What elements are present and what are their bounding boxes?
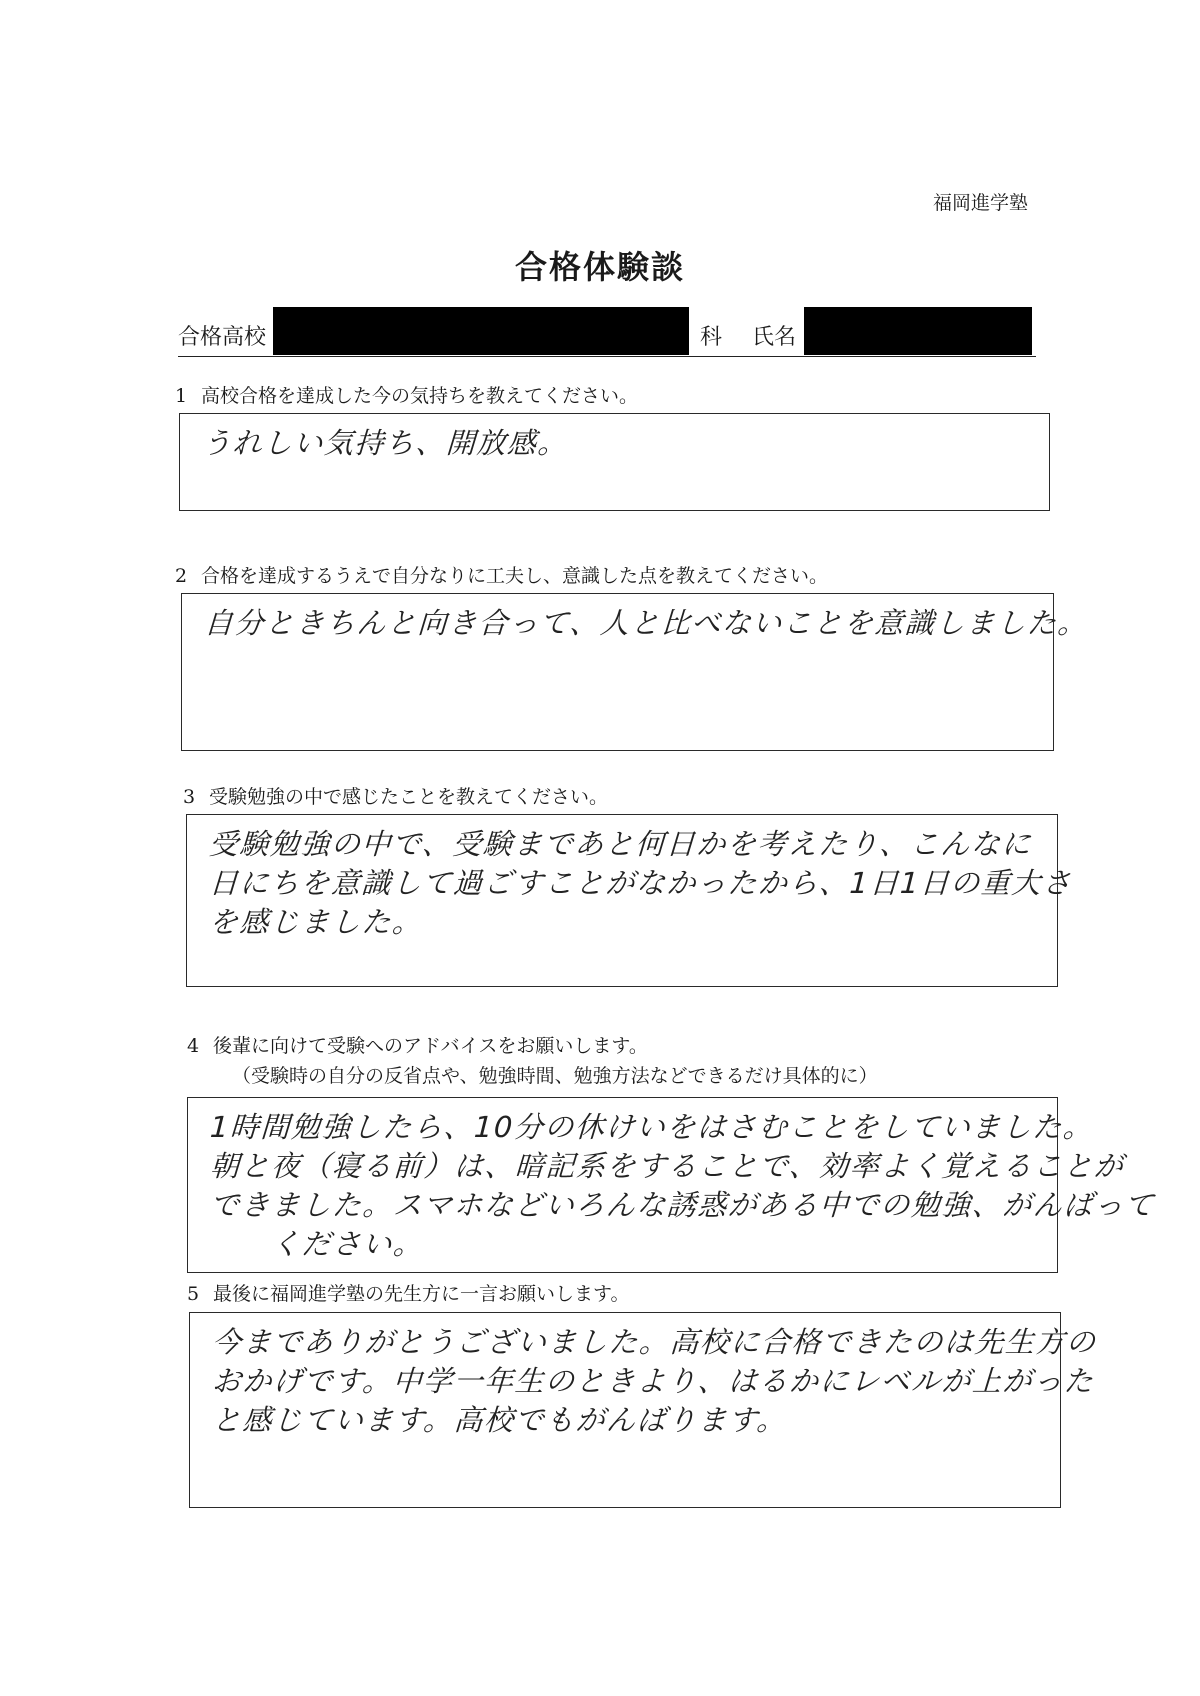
answer-box-3: [186, 814, 1074, 987]
question-text: 後輩に向けて受験へのアドバイスをお願いします。: [213, 1035, 648, 1057]
answer-line: 朝と夜（寝る前）は、暗記系をすることで、効率よく覚えることが: [209, 1149, 1126, 1183]
answer-line: 受験勉強の中で、受験まであと何日かを考えたり、こんなに: [208, 827, 1033, 861]
question-number: 1: [175, 385, 188, 407]
info-underline: [178, 356, 1036, 357]
question-4-subtext: （受験時の自分の反省点や、勉強時間、勉強方法などできるだけ具体的に）: [232, 1065, 878, 1087]
question-text: 高校合格を達成した今の気持ちを教えてください。: [201, 385, 639, 407]
page-title: 合格体験談: [514, 248, 685, 286]
question-3: [183, 784, 608, 810]
student-info-row: [178, 305, 1036, 357]
question-2: [175, 563, 828, 589]
answer-box-2: [181, 593, 1089, 751]
organization-name: 福岡進学塾: [932, 192, 1028, 214]
answer-line: を感じました。: [208, 905, 424, 939]
answer-line: できました。スマホなどいろんな誘惑がある中での勉強、がんばって: [209, 1188, 1156, 1222]
answer-box-5: [189, 1312, 1098, 1508]
redacted-student-name: [804, 307, 1032, 355]
question-number: 5: [187, 1283, 200, 1305]
answer-line: ください。: [209, 1227, 425, 1261]
question-number: 4: [187, 1035, 200, 1057]
question-text: 受験勉強の中で感じたことを教えてください。: [209, 786, 609, 808]
question-text: 合格を達成するうえで自分なりに工夫し、意識した点を教えてください。: [201, 565, 829, 587]
question-5: [187, 1281, 629, 1307]
redacted-school-name: [273, 307, 689, 355]
question-number: 2: [175, 565, 188, 587]
answer-line: 自分ときちんと向き合って、人と比べないことを意識しました。: [203, 606, 1089, 640]
answer-line: 1時間勉強したら、10分の休けいをはさむことをしていました。: [209, 1110, 1095, 1144]
answer-line: 日にちを意識して過ごすことがなかったから、1日1日の重大さ: [208, 866, 1074, 900]
answer-line: 今までありがとうございました。高校に合格できたのは先生方の: [211, 1325, 1098, 1359]
name-label: 氏名: [752, 325, 797, 350]
answer-line: うれしい気持ち、開放感。: [201, 426, 569, 460]
answer-box-1: [179, 413, 1050, 511]
course-suffix: 科: [700, 325, 723, 350]
question-4: [187, 1033, 648, 1059]
question-text: 最後に福岡進学塾の先生方に一言お願いします。: [213, 1283, 630, 1305]
answer-box-4: [187, 1097, 1156, 1273]
school-label: 合格高校: [178, 325, 267, 350]
question-1: [175, 383, 638, 409]
answer-line: と感じています。高校でもがんばります。: [211, 1403, 788, 1437]
question-number: 3: [183, 786, 196, 808]
answer-line: おかげです。中学一年生のときより、はるかにレベルが上がった: [211, 1364, 1096, 1398]
